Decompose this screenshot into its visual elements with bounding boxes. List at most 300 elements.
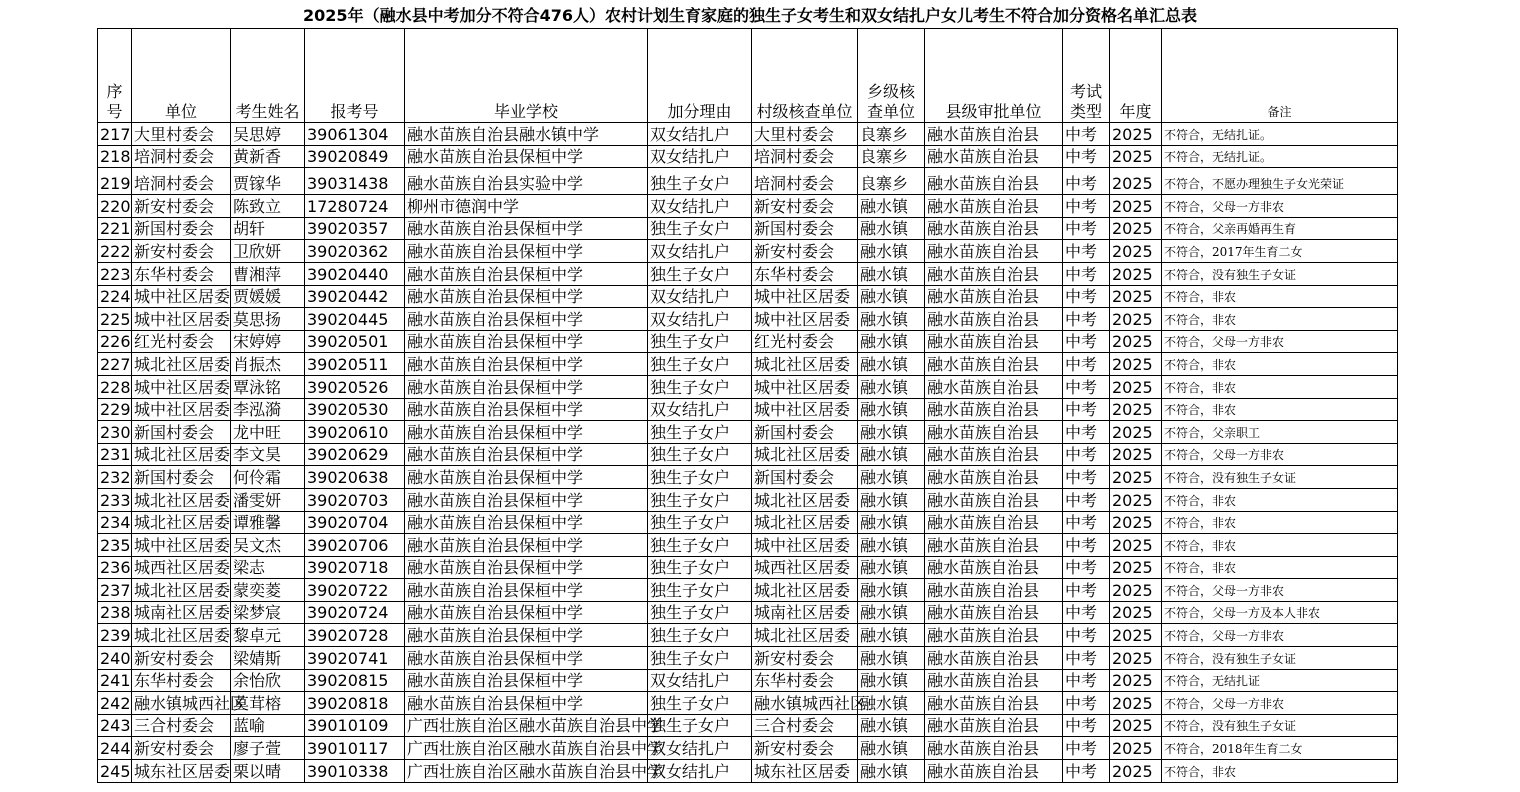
cell-name: 黄新香 <box>231 145 305 168</box>
cell-reason: 独生子女户 <box>648 488 752 511</box>
cell-school: 融水苗族自治县保桓中学 <box>405 262 648 285</box>
cell-county: 融水苗族自治县 <box>925 123 1063 146</box>
header-unit: 单位 <box>132 29 231 123</box>
cell-county: 融水苗族自治县 <box>925 285 1063 308</box>
cell-village: 城北社区居委 <box>752 488 858 511</box>
table-row <box>98 692 1398 715</box>
cell-note: 不符合，非农 <box>1162 534 1398 557</box>
cell-village: 城北社区居委 <box>752 624 858 647</box>
cell-town: 融水镇 <box>858 669 925 692</box>
cell-town: 融水镇 <box>858 398 925 421</box>
cell-name: 何伶霜 <box>231 466 305 489</box>
header-exam-type: 考试类型 <box>1063 29 1110 123</box>
header-reason: 加分理由 <box>648 29 752 123</box>
cell-exam-type: 中考 <box>1063 511 1110 534</box>
cell-year: 2025 <box>1110 647 1162 670</box>
cell-reason: 双女结扎户 <box>648 123 752 146</box>
cell-county: 融水苗族自治县 <box>925 534 1063 557</box>
cell-unit: 城中社区居委 <box>132 375 231 398</box>
cell-exam-no: 39020440 <box>305 262 405 285</box>
cell-town: 融水镇 <box>858 195 925 218</box>
cell-reason: 双女结扎户 <box>648 669 752 692</box>
cell-note: 不符合，父母一方非农 <box>1162 579 1398 602</box>
cell-reason: 独生子女户 <box>648 443 752 466</box>
cell-county: 融水苗族自治县 <box>925 488 1063 511</box>
cell-exam-type: 中考 <box>1063 308 1110 331</box>
table-row <box>98 534 1398 557</box>
cell-seq: 230 <box>98 421 132 444</box>
cell-town: 融水镇 <box>858 624 925 647</box>
cell-school: 融水苗族自治县实验中学 <box>405 168 648 195</box>
cell-reason: 独生子女户 <box>648 375 752 398</box>
table-row <box>98 601 1398 624</box>
table-row <box>98 123 1398 146</box>
cell-year: 2025 <box>1110 240 1162 263</box>
cell-name: 梁婧斯 <box>231 647 305 670</box>
cell-unit: 融水镇城西社区 <box>132 692 231 715</box>
cell-school: 融水苗族自治县保桓中学 <box>405 375 648 398</box>
cell-name: 肖振杰 <box>231 353 305 376</box>
cell-county: 融水苗族自治县 <box>925 353 1063 376</box>
cell-exam-type: 中考 <box>1063 692 1110 715</box>
cell-exam-no: 39020741 <box>305 647 405 670</box>
cell-year: 2025 <box>1110 624 1162 647</box>
cell-year: 2025 <box>1110 195 1162 218</box>
cell-seq: 233 <box>98 488 132 511</box>
cell-exam-type: 中考 <box>1063 443 1110 466</box>
cell-county: 融水苗族自治县 <box>925 737 1063 760</box>
table-body <box>98 123 1398 783</box>
cell-unit: 城北社区居委 <box>132 443 231 466</box>
cell-year: 2025 <box>1110 737 1162 760</box>
cell-seq: 227 <box>98 353 132 376</box>
cell-unit: 城北社区居委 <box>132 511 231 534</box>
cell-exam-no: 39020706 <box>305 534 405 557</box>
cell-year: 2025 <box>1110 308 1162 331</box>
cell-school: 融水苗族自治县保桓中学 <box>405 692 648 715</box>
table-row <box>98 168 1398 195</box>
cell-village: 红光村委会 <box>752 330 858 353</box>
cell-exam-type: 中考 <box>1063 647 1110 670</box>
header-exam-no: 报考号 <box>305 29 405 123</box>
cell-note: 不符合，不愿办理独生子女光荣证 <box>1162 168 1398 195</box>
cell-reason: 双女结扎户 <box>648 285 752 308</box>
cell-unit: 城北社区居委 <box>132 353 231 376</box>
cell-county: 融水苗族自治县 <box>925 647 1063 670</box>
cell-year: 2025 <box>1110 601 1162 624</box>
cell-town: 融水镇 <box>858 601 925 624</box>
cell-note: 不符合，非农 <box>1162 760 1398 783</box>
cell-reason: 双女结扎户 <box>648 737 752 760</box>
cell-reason: 双女结扎户 <box>648 240 752 263</box>
cell-exam-no: 39020445 <box>305 308 405 331</box>
table-row <box>98 217 1398 240</box>
cell-exam-type: 中考 <box>1063 145 1110 168</box>
cell-school: 融水苗族自治县保桓中学 <box>405 579 648 602</box>
cell-town: 良寨乡 <box>858 168 925 195</box>
table-header-row <box>98 29 1398 123</box>
cell-county: 融水苗族自治县 <box>925 556 1063 579</box>
cell-name: 莫思扬 <box>231 308 305 331</box>
cell-county: 融水苗族自治县 <box>925 195 1063 218</box>
cell-town: 融水镇 <box>858 714 925 737</box>
cell-village: 新安村委会 <box>752 737 858 760</box>
cell-exam-type: 中考 <box>1063 168 1110 195</box>
cell-note: 不符合，父母一方非农 <box>1162 195 1398 218</box>
cell-year: 2025 <box>1110 421 1162 444</box>
cell-name: 卫欣妍 <box>231 240 305 263</box>
cell-village: 三合村委会 <box>752 714 858 737</box>
cell-reason: 独生子女户 <box>648 601 752 624</box>
cell-town: 融水镇 <box>858 285 925 308</box>
cell-note: 不符合，非农 <box>1162 398 1398 421</box>
cell-unit: 城北社区居委 <box>132 488 231 511</box>
cell-town: 融水镇 <box>858 737 925 760</box>
cell-county: 融水苗族自治县 <box>925 692 1063 715</box>
cell-school: 融水苗族自治县保桓中学 <box>405 353 648 376</box>
table-row <box>98 262 1398 285</box>
cell-year: 2025 <box>1110 760 1162 783</box>
cell-exam-type: 中考 <box>1063 669 1110 692</box>
cell-name: 宋婷婷 <box>231 330 305 353</box>
cell-unit: 城中社区居委 <box>132 285 231 308</box>
cell-unit: 城中社区居委 <box>132 398 231 421</box>
cell-seq: 222 <box>98 240 132 263</box>
cell-name: 吴思婷 <box>231 123 305 146</box>
cell-town: 融水镇 <box>858 579 925 602</box>
cell-school: 融水苗族自治县融水镇中学 <box>405 123 648 146</box>
cell-seq: 219 <box>98 168 132 195</box>
cell-school: 融水苗族自治县保桓中学 <box>405 556 648 579</box>
cell-town: 融水镇 <box>858 466 925 489</box>
table-row <box>98 443 1398 466</box>
cell-note: 不符合，非农 <box>1162 511 1398 534</box>
cell-seq: 235 <box>98 534 132 557</box>
cell-exam-type: 中考 <box>1063 466 1110 489</box>
cell-name: 廖子萱 <box>231 737 305 760</box>
cell-village: 融水镇城西社区 <box>752 692 858 715</box>
cell-exam-no: 39061304 <box>305 123 405 146</box>
cell-unit: 新安村委会 <box>132 240 231 263</box>
cell-name: 李泓漪 <box>231 398 305 421</box>
cell-name: 胡轩 <box>231 217 305 240</box>
cell-note: 不符合，2017年生育二女 <box>1162 240 1398 263</box>
cell-town: 融水镇 <box>858 511 925 534</box>
cell-school: 融水苗族自治县保桓中学 <box>405 217 648 240</box>
table-row <box>98 624 1398 647</box>
cell-seq: 228 <box>98 375 132 398</box>
cell-school: 融水苗族自治县保桓中学 <box>405 443 648 466</box>
cell-exam-type: 中考 <box>1063 330 1110 353</box>
table-row <box>98 647 1398 670</box>
cell-school: 融水苗族自治县保桓中学 <box>405 488 648 511</box>
cell-village: 新国村委会 <box>752 217 858 240</box>
cell-name: 栗以晴 <box>231 760 305 783</box>
cell-village: 新安村委会 <box>752 240 858 263</box>
cell-county: 融水苗族自治县 <box>925 624 1063 647</box>
cell-exam-type: 中考 <box>1063 398 1110 421</box>
cell-exam-no: 39020530 <box>305 398 405 421</box>
cell-unit: 新国村委会 <box>132 217 231 240</box>
cell-village: 新国村委会 <box>752 466 858 489</box>
cell-reason: 独生子女户 <box>648 534 752 557</box>
cell-exam-no: 39020610 <box>305 421 405 444</box>
cell-unit: 城中社区居委 <box>132 308 231 331</box>
cell-village: 新国村委会 <box>752 421 858 444</box>
cell-town: 融水镇 <box>858 443 925 466</box>
cell-name: 龙中旺 <box>231 421 305 444</box>
cell-exam-type: 中考 <box>1063 534 1110 557</box>
table-row <box>98 488 1398 511</box>
cell-exam-no: 39020629 <box>305 443 405 466</box>
cell-town: 融水镇 <box>858 556 925 579</box>
table-row <box>98 145 1398 168</box>
cell-unit: 大里村委会 <box>132 123 231 146</box>
cell-unit: 城北社区居委 <box>132 624 231 647</box>
cell-school: 融水苗族自治县保桓中学 <box>405 511 648 534</box>
cell-unit: 新安村委会 <box>132 195 231 218</box>
cell-reason: 独生子女户 <box>648 624 752 647</box>
cell-reason: 独生子女户 <box>648 217 752 240</box>
cell-reason: 独生子女户 <box>648 262 752 285</box>
cell-town: 融水镇 <box>858 647 925 670</box>
cell-unit: 城东社区居委 <box>132 760 231 783</box>
cell-reason: 双女结扎户 <box>648 398 752 421</box>
cell-year: 2025 <box>1110 714 1162 737</box>
cell-name: 梁志 <box>231 556 305 579</box>
cell-reason: 独生子女户 <box>648 168 752 195</box>
cell-school: 柳州市德润中学 <box>405 195 648 218</box>
cell-seq: 245 <box>98 760 132 783</box>
cell-year: 2025 <box>1110 669 1162 692</box>
cell-county: 融水苗族自治县 <box>925 262 1063 285</box>
cell-exam-no: 39020849 <box>305 145 405 168</box>
cell-school: 融水苗族自治县保桓中学 <box>405 534 648 557</box>
cell-note: 不符合，无结扎证。 <box>1162 145 1398 168</box>
table-row <box>98 195 1398 218</box>
table-row <box>98 737 1398 760</box>
table-row <box>98 760 1398 783</box>
header-village: 村级核查单位 <box>752 29 858 123</box>
cell-reason: 独生子女户 <box>648 714 752 737</box>
cell-school: 融水苗族自治县保桓中学 <box>405 285 648 308</box>
cell-county: 融水苗族自治县 <box>925 145 1063 168</box>
cell-town: 良寨乡 <box>858 123 925 146</box>
cell-reason: 独生子女户 <box>648 421 752 444</box>
cell-unit: 培洞村委会 <box>132 145 231 168</box>
cell-exam-type: 中考 <box>1063 579 1110 602</box>
header-note: 备注 <box>1162 29 1398 123</box>
cell-town: 融水镇 <box>858 760 925 783</box>
cell-note: 不符合，父母一方及本人非农 <box>1162 601 1398 624</box>
cell-exam-no: 39020511 <box>305 353 405 376</box>
cell-exam-no: 39020718 <box>305 556 405 579</box>
page-title: 2025年（融水县中考加分不符合476人）农村计划生育家庭的独生子女考生和双女结扎户女儿考生不符合加分资格名单汇总表 <box>303 6 1197 25</box>
cell-exam-type: 中考 <box>1063 262 1110 285</box>
cell-county: 融水苗族自治县 <box>925 760 1063 783</box>
cell-town: 融水镇 <box>858 330 925 353</box>
cell-note: 不符合，非农 <box>1162 375 1398 398</box>
cell-year: 2025 <box>1110 556 1162 579</box>
cell-village: 城北社区居委 <box>752 443 858 466</box>
cell-exam-type: 中考 <box>1063 556 1110 579</box>
cell-name: 曹湘萍 <box>231 262 305 285</box>
cell-county: 融水苗族自治县 <box>925 669 1063 692</box>
cell-county: 融水苗族自治县 <box>925 398 1063 421</box>
cell-name: 贾镓华 <box>231 168 305 195</box>
cell-note: 不符合，父母一方非农 <box>1162 692 1398 715</box>
cell-exam-type: 中考 <box>1063 760 1110 783</box>
cell-year: 2025 <box>1110 353 1162 376</box>
cell-reason: 独生子女户 <box>648 556 752 579</box>
cell-seq: 231 <box>98 443 132 466</box>
cell-name: 蓝喻 <box>231 714 305 737</box>
cell-school: 融水苗族自治县保桓中学 <box>405 601 648 624</box>
cell-town: 融水镇 <box>858 375 925 398</box>
table-row <box>98 421 1398 444</box>
cell-town: 融水镇 <box>858 308 925 331</box>
header-school: 毕业学校 <box>405 29 648 123</box>
cell-exam-type: 中考 <box>1063 375 1110 398</box>
cell-village: 城东社区居委 <box>752 760 858 783</box>
table-row <box>98 556 1398 579</box>
cell-year: 2025 <box>1110 443 1162 466</box>
cell-county: 融水苗族自治县 <box>925 421 1063 444</box>
cell-county: 融水苗族自治县 <box>925 375 1063 398</box>
cell-exam-no: 39020815 <box>305 669 405 692</box>
cell-reason: 独生子女户 <box>648 330 752 353</box>
cell-county: 融水苗族自治县 <box>925 308 1063 331</box>
cell-village: 城西社区居委 <box>752 556 858 579</box>
table-row <box>98 330 1398 353</box>
cell-seq: 236 <box>98 556 132 579</box>
cell-exam-type: 中考 <box>1063 737 1110 760</box>
cell-county: 融水苗族自治县 <box>925 217 1063 240</box>
cell-unit: 新国村委会 <box>132 466 231 489</box>
cell-seq: 223 <box>98 262 132 285</box>
cell-county: 融水苗族自治县 <box>925 443 1063 466</box>
cell-note: 不符合，无结扎证 <box>1162 669 1398 692</box>
cell-exam-no: 39020724 <box>305 601 405 624</box>
cell-exam-type: 中考 <box>1063 421 1110 444</box>
cell-exam-no: 39020722 <box>305 579 405 602</box>
cell-reason: 独生子女户 <box>648 466 752 489</box>
cell-village: 新安村委会 <box>752 195 858 218</box>
cell-year: 2025 <box>1110 145 1162 168</box>
applicant-table <box>97 28 1398 783</box>
cell-seq: 232 <box>98 466 132 489</box>
cell-reason: 独生子女户 <box>648 647 752 670</box>
cell-year: 2025 <box>1110 398 1162 421</box>
cell-year: 2025 <box>1110 285 1162 308</box>
cell-note: 不符合，无结扎证。 <box>1162 123 1398 146</box>
cell-seq: 242 <box>98 692 132 715</box>
cell-town: 融水镇 <box>858 353 925 376</box>
cell-school: 融水苗族自治县保桓中学 <box>405 669 648 692</box>
header-seq: 序号 <box>98 29 132 123</box>
cell-county: 融水苗族自治县 <box>925 511 1063 534</box>
cell-note: 不符合，非农 <box>1162 353 1398 376</box>
cell-reason: 双女结扎户 <box>648 145 752 168</box>
cell-village: 城中社区居委 <box>752 285 858 308</box>
cell-name: 莫茸榕 <box>231 692 305 715</box>
cell-town: 融水镇 <box>858 217 925 240</box>
cell-seq: 229 <box>98 398 132 421</box>
cell-school: 融水苗族自治县保桓中学 <box>405 466 648 489</box>
cell-reason: 双女结扎户 <box>648 195 752 218</box>
cell-town: 融水镇 <box>858 534 925 557</box>
header-town: 乡级核查单位 <box>858 29 925 123</box>
cell-note: 不符合，非农 <box>1162 556 1398 579</box>
cell-school: 广西壮族自治区融水苗族自治县中学 <box>405 714 648 737</box>
cell-village: 城中社区居委 <box>752 308 858 331</box>
cell-seq: 224 <box>98 285 132 308</box>
cell-unit: 新安村委会 <box>132 647 231 670</box>
cell-school: 广西壮族自治区融水苗族自治县中学 <box>405 737 648 760</box>
cell-seq: 241 <box>98 669 132 692</box>
cell-school: 融水苗族自治县保桓中学 <box>405 240 648 263</box>
cell-exam-no: 39031438 <box>305 168 405 195</box>
cell-exam-no: 39020526 <box>305 375 405 398</box>
cell-year: 2025 <box>1110 692 1162 715</box>
header-name: 考生姓名 <box>231 29 305 123</box>
cell-unit: 城西社区居委 <box>132 556 231 579</box>
cell-reason: 独生子女户 <box>648 579 752 602</box>
cell-town: 融水镇 <box>858 421 925 444</box>
cell-note: 不符合，非农 <box>1162 308 1398 331</box>
table-row <box>98 466 1398 489</box>
cell-seq: 226 <box>98 330 132 353</box>
cell-exam-no: 39020501 <box>305 330 405 353</box>
cell-seq: 218 <box>98 145 132 168</box>
cell-name: 吴文杰 <box>231 534 305 557</box>
cell-school: 融水苗族自治县保桓中学 <box>405 647 648 670</box>
cell-year: 2025 <box>1110 466 1162 489</box>
cell-village: 城中社区居委 <box>752 534 858 557</box>
cell-year: 2025 <box>1110 375 1162 398</box>
cell-name: 贾媛媛 <box>231 285 305 308</box>
table-row <box>98 669 1398 692</box>
cell-reason: 独生子女户 <box>648 692 752 715</box>
cell-unit: 三合村委会 <box>132 714 231 737</box>
table-row <box>98 240 1398 263</box>
cell-school: 融水苗族自治县保桓中学 <box>405 308 648 331</box>
cell-village: 东华村委会 <box>752 669 858 692</box>
cell-town: 融水镇 <box>858 262 925 285</box>
cell-exam-no: 39010338 <box>305 760 405 783</box>
cell-town: 融水镇 <box>858 692 925 715</box>
cell-exam-no: 17280724 <box>305 195 405 218</box>
cell-reason: 双女结扎户 <box>648 308 752 331</box>
cell-school: 融水苗族自治县保桓中学 <box>405 330 648 353</box>
table-row <box>98 511 1398 534</box>
cell-name: 蒙奕菱 <box>231 579 305 602</box>
cell-unit: 城中社区居委 <box>132 534 231 557</box>
cell-seq: 220 <box>98 195 132 218</box>
table-row <box>98 375 1398 398</box>
cell-name: 潘雯妍 <box>231 488 305 511</box>
table-row <box>98 353 1398 376</box>
cell-exam-no: 39020818 <box>305 692 405 715</box>
cell-seq: 239 <box>98 624 132 647</box>
cell-exam-type: 中考 <box>1063 195 1110 218</box>
cell-village: 培洞村委会 <box>752 145 858 168</box>
cell-year: 2025 <box>1110 217 1162 240</box>
cell-year: 2025 <box>1110 488 1162 511</box>
cell-county: 融水苗族自治县 <box>925 240 1063 263</box>
cell-note: 不符合，没有独生子女证 <box>1162 466 1398 489</box>
header-year: 年度 <box>1110 29 1162 123</box>
